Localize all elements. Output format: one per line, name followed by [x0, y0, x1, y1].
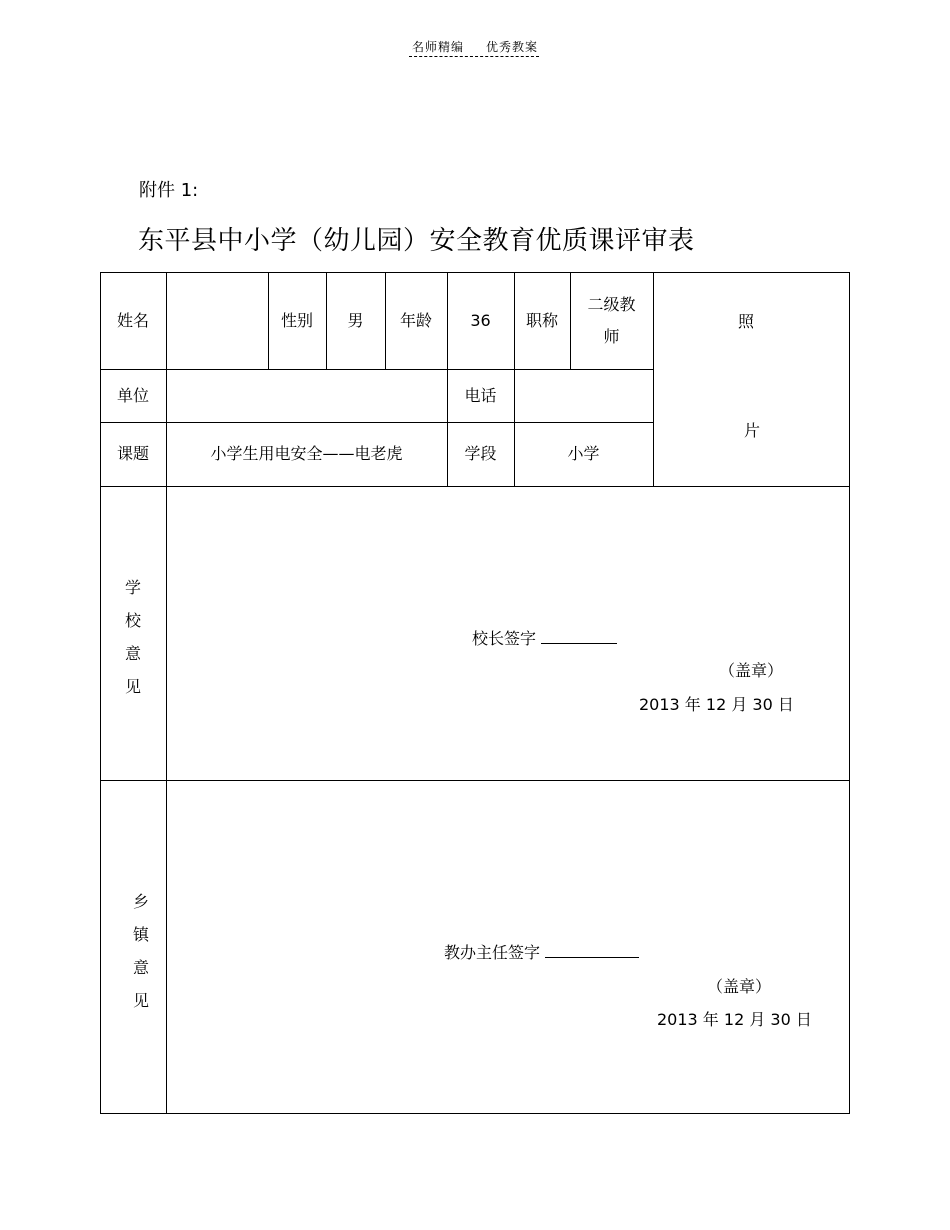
- name-field[interactable]: [166, 272, 268, 369]
- gender-label: 性别: [280, 310, 313, 330]
- school-seal-text: （盖章）: [719, 661, 784, 680]
- table-border-right: [849, 272, 850, 1114]
- director-signature: [444, 940, 639, 963]
- principal-signature-label: 校长签字: [472, 629, 537, 648]
- header-right-text: 优秀教案: [486, 40, 539, 54]
- attachment-label: 附件 1:: [139, 180, 199, 201]
- stage-field[interactable]: 小学: [567, 444, 600, 463]
- rank-field[interactable]: [570, 272, 653, 369]
- photo-label-bottom: 片: [744, 421, 761, 440]
- director-signature-line[interactable]: [545, 957, 639, 958]
- table-border-bottom: [100, 1113, 850, 1114]
- school-date: 2013 年 12 月 30 日: [639, 695, 794, 714]
- rank-label: 职称: [525, 310, 558, 330]
- director-signature-label: 教办主任签字: [444, 943, 541, 962]
- age-field[interactable]: 36: [470, 310, 491, 330]
- photo-label-top: 照: [738, 312, 755, 331]
- town-seal-text: （盖章）: [707, 977, 772, 996]
- unit-label: 单位: [116, 385, 149, 405]
- form-title: 东平县中小学（幼儿园）安全教育优质课评审表: [138, 226, 695, 256]
- header-left-text: 名师精编: [411, 40, 464, 54]
- stage-label: 学段: [464, 444, 497, 463]
- phone-field[interactable]: [514, 369, 653, 422]
- principal-signature-line[interactable]: [541, 643, 617, 644]
- page-header: [0, 38, 950, 55]
- name-label: 姓名: [116, 310, 149, 330]
- principal-signature: [472, 626, 617, 649]
- photo-area[interactable]: [653, 272, 849, 486]
- town-opinion-label: 乡 镇 意 见: [132, 892, 149, 1010]
- age-label: 年龄: [399, 310, 432, 330]
- phone-label: 电话: [464, 385, 497, 405]
- school-opinion-label: 学 校 意 见: [124, 578, 141, 696]
- topic-field[interactable]: 小学生用电安全——电老虎: [210, 444, 403, 463]
- unit-field[interactable]: [166, 369, 447, 422]
- gender-field[interactable]: 男: [347, 310, 364, 330]
- town-date: 2013 年 12 月 30 日: [657, 1010, 812, 1029]
- header-divider: [409, 56, 539, 57]
- topic-label: 课题: [116, 444, 149, 463]
- rank-value-line2: 师: [603, 326, 620, 346]
- rank-value-line1: 二级教: [587, 294, 636, 314]
